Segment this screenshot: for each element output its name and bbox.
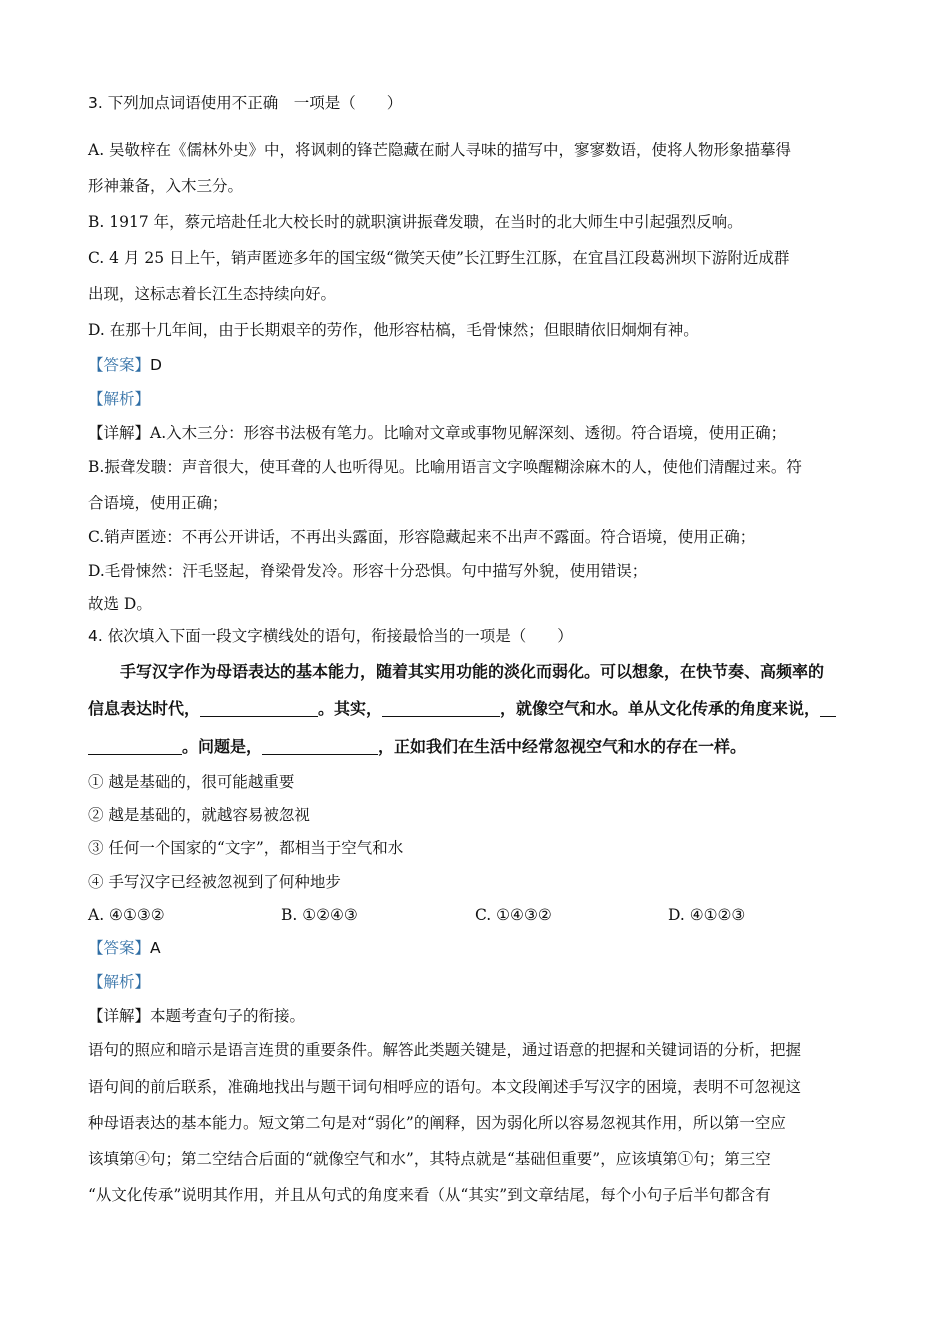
q4-option-a: A. ④①③② bbox=[88, 906, 165, 924]
q3-option-a-line2: 形神兼备，入木三分。 bbox=[88, 177, 244, 195]
answer-tag: 【答案】 bbox=[88, 939, 151, 957]
q4-answer bbox=[88, 938, 161, 958]
fill-blank-3-end bbox=[88, 738, 182, 755]
q3-option-b: B. 1917 年，蔡元培赴任北大校长时的就职演讲振聋发聩，在当时的北大师生中引起强烈反响。 bbox=[88, 213, 743, 231]
answer-value: D bbox=[150, 356, 162, 374]
q3-option-d: D. 在那十几年间，由于长期艰辛的劳作，他形容枯槁，毛骨悚然；但眼睛依旧炯炯有神。 bbox=[88, 321, 699, 339]
q3-detail-line6: 故选 D。 bbox=[88, 595, 152, 613]
q4-detail-line5: “从文化传承”说明其作用，并且从句式的角度来看（从“其实”到文章结尾，每个小句子后半句都含有 bbox=[88, 1186, 771, 1204]
detail-tag: 【详解】 bbox=[88, 1007, 151, 1025]
answer-value: A bbox=[150, 939, 161, 957]
q4-option-b: B. ①②④③ bbox=[281, 906, 358, 924]
q4-passage-line3 bbox=[88, 737, 746, 757]
q4-detail-line4: 该填第④句；第二空结合后面的“就像空气和水”，其特点就是“基础但重要”，应该填第①句；第三空 bbox=[88, 1150, 771, 1168]
detail-text: A.入木三分：形容书法极有笔力。比喻对文章或事物见解深刻、透彻。符合语境，使用正确； bbox=[150, 424, 787, 442]
q4-option-d: D. ④①②③ bbox=[668, 906, 746, 924]
q4-detail-head bbox=[88, 1006, 305, 1026]
passage-segment: 。其实， bbox=[318, 699, 383, 718]
passage-segment: ，正如我们在生活中经常忽视空气和水的存在一样。 bbox=[378, 737, 747, 756]
q4-item-1: ① 越是基础的，很可能越重要 bbox=[88, 773, 295, 791]
answer-tag: 【答案】 bbox=[88, 356, 151, 374]
q3-detail-line4: C.销声匿迹：不再公开讲话，不再出头露面，形容隐藏起来不出声不露面。符合语境，使用正确； bbox=[88, 528, 756, 546]
q4-option-c: C. ①④③② bbox=[475, 906, 552, 924]
q3-detail-line5: D.毛骨悚然：汗毛竖起，脊梁骨发冷。形容十分恐惧。句中描写外貌，使用错误； bbox=[88, 562, 648, 580]
q4-item-2: ② 越是基础的，就越容易被忽视 bbox=[88, 806, 310, 824]
q3-detail-line1 bbox=[88, 423, 786, 443]
fill-blank-2 bbox=[382, 700, 500, 717]
fill-blank-1 bbox=[200, 700, 318, 717]
q4-passage-line1: 手写汉字作为母语表达的基本能力，随着其实用功能的淡化而弱化。可以想象，在快节奏、高频率的 bbox=[120, 662, 825, 681]
passage-segment: 。问题是， bbox=[182, 737, 263, 756]
q3-detail-line2: B.振聋发聩：声音很大，使耳聋的人也听得见。比喻用语言文字唤醒糊涂麻木的人，使他们清醒过来。符 bbox=[88, 458, 802, 476]
q4-passage-line2 bbox=[88, 699, 836, 719]
q4-item-3: ③ 任何一个国家的“文字”，都相当于空气和水 bbox=[88, 839, 404, 857]
q4-item-4: ④ 手写汉字已经被忽视到了何种地步 bbox=[88, 873, 341, 891]
passage-segment: ，就像空气和水。单从文化传承的角度来说， bbox=[500, 699, 821, 718]
detail-text: 本题考查句子的衔接。 bbox=[150, 1007, 306, 1025]
q4-detail-line3: 种母语表达的基本能力。短文第二句是对“弱化”的阐释，因为弱化所以容易忽视其作用，所以第一空应 bbox=[88, 1114, 786, 1132]
detail-tag: 【详解】 bbox=[88, 424, 151, 442]
q3-answer bbox=[88, 355, 162, 375]
q3-option-c-line1: C. 4 月 25 日上午，销声匿迹多年的国宝级“微笑天使”长江野生江豚，在宜昌江段葛洲坝下游附近成群 bbox=[88, 249, 790, 267]
q3-option-c-line2: 出现，这标志着长江生态持续向好。 bbox=[88, 285, 337, 303]
q3-stem: 3. 下列加点词语使用不正确 一项是（ ） bbox=[88, 94, 403, 112]
q3-analysis-tag: 【解析】 bbox=[88, 390, 151, 408]
q4-analysis-tag: 【解析】 bbox=[88, 973, 151, 991]
q4-detail-line1: 语句的照应和暗示是语言连贯的重要条件。解答此类题关键是，通过语意的把握和关键词语的分析，把握 bbox=[88, 1041, 802, 1059]
q3-option-a-line1: A. 吴敬梓在《儒林外史》中，将讽刺的锋芒隐藏在耐人寻味的描写中，寥寥数语，使将人物形象描摹得 bbox=[88, 141, 792, 159]
q4-detail-line2: 语句间的前后联系，准确地找出与题干词句相呼应的语句。本文段阐述手写汉字的困境，表明不可忽视这 bbox=[88, 1078, 802, 1096]
fill-blank-3-start bbox=[820, 700, 836, 717]
passage-segment: 信息表达时代， bbox=[88, 699, 201, 718]
q3-detail-line3: 合语境，使用正确； bbox=[88, 494, 228, 512]
fill-blank-4 bbox=[262, 738, 378, 755]
q4-stem: 4. 依次填入下面一段文字横线处的语句，衔接最恰当的一项是（ ） bbox=[88, 627, 573, 645]
